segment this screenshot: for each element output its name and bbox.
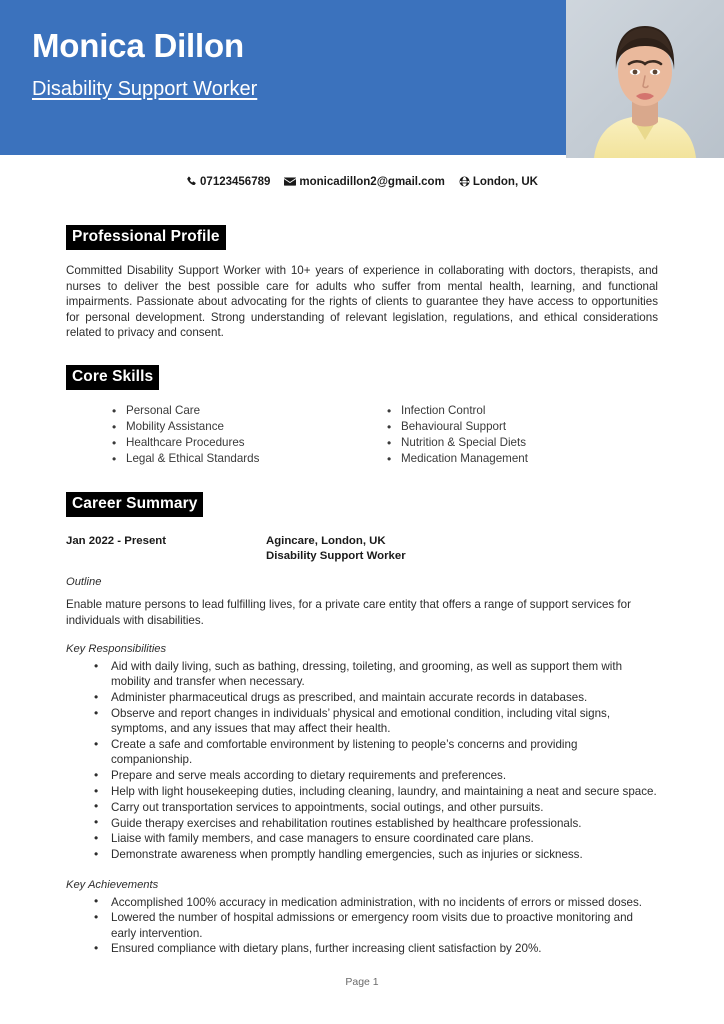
section-core-skills	[66, 365, 658, 467]
list-item: • Liaise with family members, and case managers to ensure coordinated care plans.	[93, 831, 658, 846]
list-item: • Legal & Ethical Standards	[108, 451, 383, 467]
list-item: • Administer pharmaceutical drugs as prescribed, and maintain accurate records in databases.	[93, 690, 658, 705]
job-entry-header	[66, 534, 658, 564]
list-item: • Carry out transportation services to appointments, social outings, and other pursuits.	[93, 800, 658, 815]
skills-grid	[66, 403, 658, 467]
resume-body	[0, 225, 724, 957]
contact-location-text: London, UK	[472, 176, 538, 188]
section-heading-career: Career Summary	[66, 492, 203, 517]
responsibilities-label: Key Responsibilities	[66, 643, 167, 656]
resume-header	[0, 0, 724, 158]
list-item: • Prepare and serve meals according to dietary requirements and preferences.	[93, 768, 658, 783]
section-heading-profile: Professional Profile	[66, 225, 226, 250]
list-item: • Infection Control	[383, 403, 658, 419]
header-text-block	[32, 26, 532, 102]
page-number: Page 1	[345, 976, 379, 988]
contact-email-text: monicadillon2@gmail.com	[299, 176, 445, 188]
contact-email[interactable]	[284, 175, 444, 189]
contact-phone[interactable]	[186, 175, 270, 189]
section-professional-profile	[66, 225, 658, 341]
list-item: • Help with light housekeeping duties, including cleaning, laundry, and maintaining a neat and secure space.	[93, 784, 658, 799]
globe-icon	[459, 176, 470, 187]
list-item: • Ensured compliance with dietary plans, further increasing client satisfaction by 20%.	[93, 941, 658, 956]
profile-paragraph: Committed Disability Support Worker with 10+ years of experience in collaborating with doctors, therapists, and nurses to deliver the best possible care for adults who suffer from mental health, learning, and functional impairments. Passionate about advocating for the rights of clients to guarantee they have access to opportunities for personal development. Strong understanding of relevant legislation, regulations, and ethical considerations related to privacy and consent.	[66, 264, 658, 340]
contact-location[interactable]	[459, 175, 538, 189]
list-item: • Guide therapy exercises and rehabilitation routines established by healthcare professionals.	[93, 816, 658, 831]
outline-label: Outline	[66, 576, 102, 588]
contact-bar	[0, 175, 724, 189]
achievements-block	[66, 878, 658, 957]
list-item: • Healthcare Procedures	[108, 435, 383, 451]
skills-list-right	[383, 403, 658, 467]
skills-column-left	[108, 403, 383, 467]
responsibilities-list	[66, 659, 658, 862]
header-job-title: Disability Support Worker	[32, 78, 258, 100]
avatar	[566, 0, 724, 158]
list-item: • Aid with daily living, such as bathing, dressing, toileting, and grooming, as well as support them with mobility and transfer when necessary.	[93, 659, 658, 690]
list-item: • Nutrition & Special Diets	[383, 435, 658, 451]
skills-list-left	[108, 403, 383, 467]
page-footer	[0, 976, 724, 988]
list-item: • Medication Management	[383, 451, 658, 467]
job-dates: Jan 2022 - Present	[66, 535, 167, 547]
skills-column-right	[383, 403, 658, 467]
achievements-list	[66, 895, 658, 957]
list-item: • Lowered the number of hospital admissions or emergency room visits due to proactive monitoring and early intervention.	[93, 910, 658, 941]
page-title: Monica Dillon	[32, 27, 244, 64]
list-item: • Behavioural Support	[383, 419, 658, 435]
phone-icon	[186, 176, 197, 187]
section-career-summary	[66, 492, 658, 957]
envelope-icon	[284, 176, 296, 187]
job-company-role	[266, 534, 406, 564]
list-item: • Personal Care	[108, 403, 383, 419]
achievements-label: Key Achievements	[66, 878, 159, 891]
list-item: • Accomplished 100% accuracy in medication administration, with no incidents of errors or missed doses.	[93, 895, 658, 910]
contact-phone-text: 07123456789	[200, 176, 271, 188]
job-company: Agincare, London, UK	[266, 535, 386, 547]
section-heading-skills: Core Skills	[66, 365, 159, 390]
list-item: • Create a safe and comfortable environment by listening to people’s concerns and providing companionship.	[93, 737, 658, 768]
list-item: • Mobility Assistance	[108, 419, 383, 435]
outline-text: Enable mature persons to lead fulfilling lives, for a private care entity that offers a range of support services for individuals with disabilities.	[66, 598, 631, 627]
responsibilities-block	[66, 642, 658, 862]
job-role: Disability Support Worker	[266, 550, 406, 562]
list-item: • Demonstrate awareness when promptly handling emergencies, such as injuries or sickness.	[93, 847, 658, 862]
list-item: • Observe and report changes in individuals’ physical and emotional condition, including vital signs, symptoms, and any issues that may affect their health.	[93, 706, 658, 737]
